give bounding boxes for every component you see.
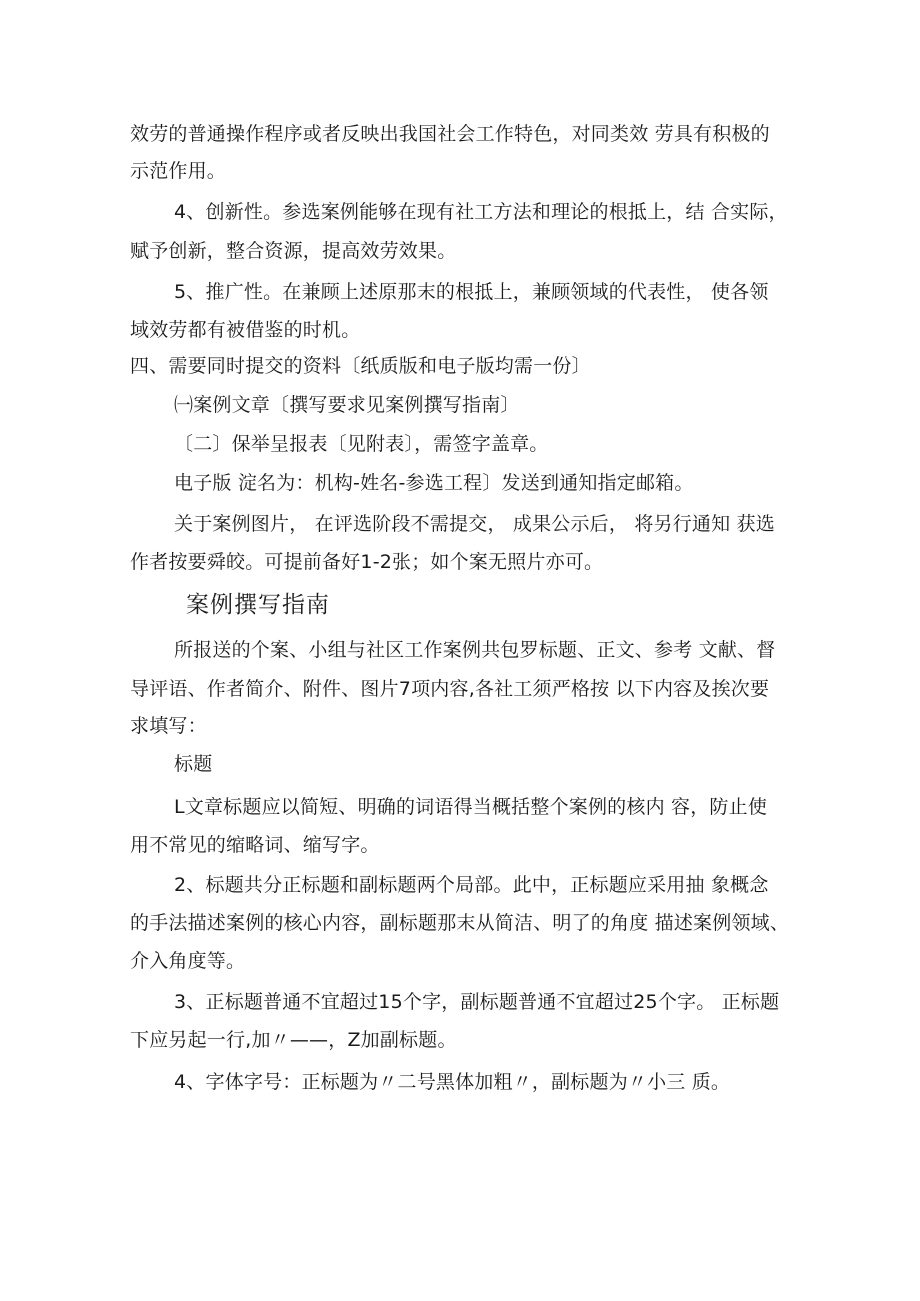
paragraph-line: 下应另起一行,加〃——，Z加副标题。	[130, 1029, 457, 1051]
paragraph-line: 介入角度等。	[130, 950, 246, 972]
paragraph-line: 4、创新性。参选案例能够在现有社工方法和理论的根抵上，结 合实际，	[174, 201, 788, 223]
section-heading: 四、需要同时提交的资料〔纸质版和电子版均需一份〕	[130, 355, 591, 377]
paragraph-line: 导评语、作者简介、附件、图片7项内容,各社工须严格按 以下内容及挨次要	[130, 678, 770, 700]
paragraph-line: 作者按要舜皎。可提前备好1-2张；如个案无照片亦可。	[130, 551, 604, 573]
paragraph-line: 关于案例图片， 在评选阶段不需提交， 成果公示后， 将另行通知 获选	[174, 513, 775, 535]
paragraph-line: 赋予创新，整合资源，提高效劳效果。	[130, 240, 457, 262]
paragraph-line: 4、字体字号：正标题为〃二号黑体加粗〃，副标题为〃小三 质。	[174, 1071, 731, 1093]
paragraph-line: 效劳的普通操作程序或者反映出我国社会工作特色，对同类效 劳具有积极的	[130, 123, 770, 145]
paragraph-line: 所报送的个案、小组与社区工作案例共包罗标题、正文、参考 文献、督	[174, 639, 776, 661]
paragraph-line: 3、正标题普通不宜超过15个字，副标题普通不宜超过25个字。 正标题	[174, 991, 780, 1013]
paragraph-line: 电子版 淀名为：机构-姓名-参选工程〕发送到通知指定邮箱。	[174, 472, 694, 494]
paragraph-line: 求填写：	[130, 715, 207, 737]
paragraph-line: 示范作用。	[130, 160, 227, 182]
paragraph-line: 用不常见的缩略词、缩写字。	[130, 834, 380, 856]
paragraph-line: 〔二〕保举呈报表〔见附表〕，需签字盖章。	[174, 433, 549, 455]
paragraph-line: L文章标题应以简短、明确的词语得当概括整个案例的核内 容，防止使	[174, 796, 768, 818]
paragraph-line: 2、标题共分正标题和副标题两个局部。此中，正标题应采用抽 象概念	[174, 874, 769, 896]
paragraph-line: 的手法描述案例的核心内容，副标题那末从简洁、明了的角度 描述案例领域、	[130, 912, 790, 934]
paragraph-line: 5、推广性。在兼顾上述原那末的根抵上，兼顾领域的代表性， 使各领	[174, 281, 769, 303]
paragraph-line: ㈠案例文章〔撰写要求见案例撰写指南〕	[174, 394, 520, 416]
guide-title: 案例撰写指南	[186, 592, 330, 618]
subheading: 标题	[174, 753, 213, 775]
paragraph-line: 域效劳都有被借鉴的时机。	[130, 319, 361, 341]
